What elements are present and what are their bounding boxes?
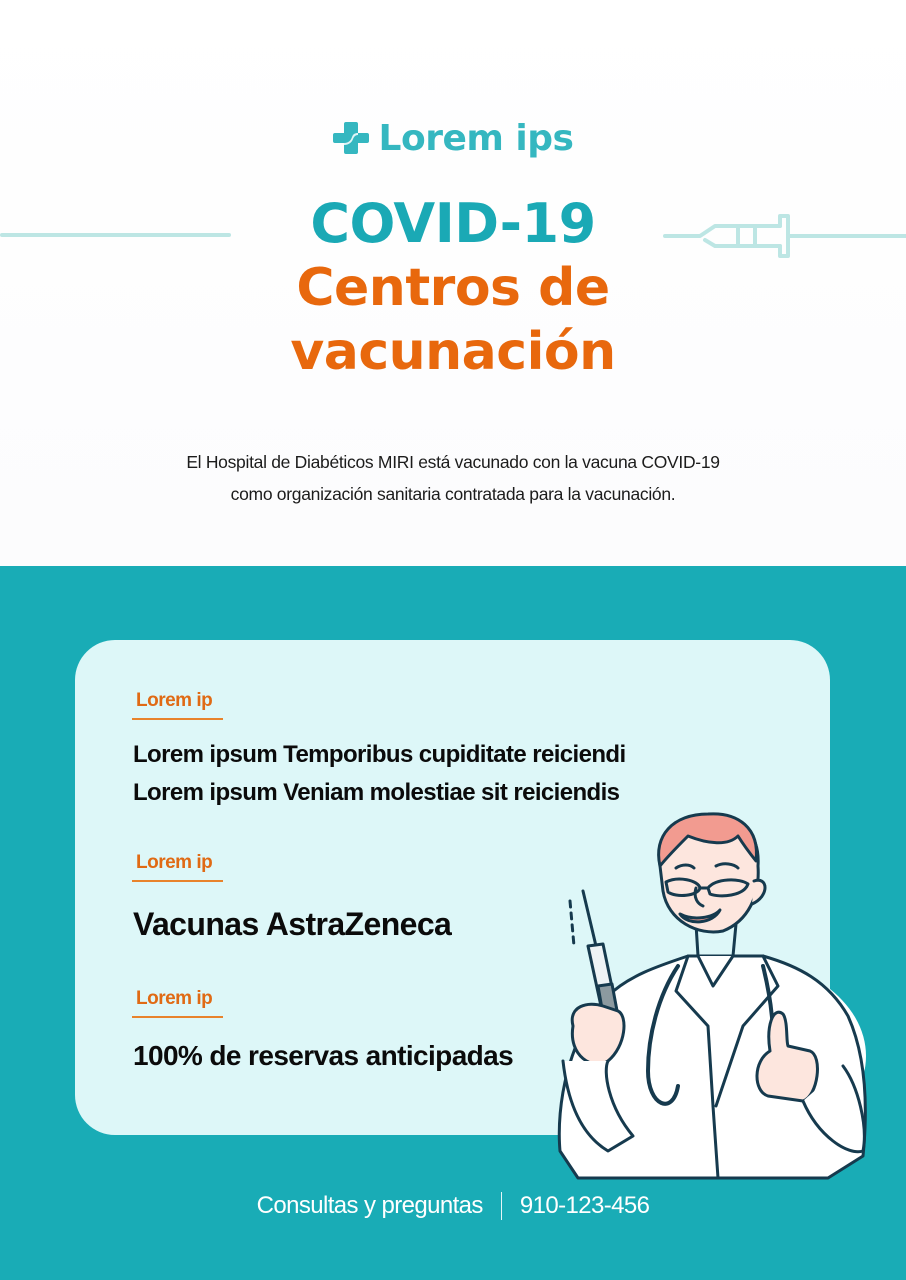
section-label: Lorem ip	[132, 986, 223, 1018]
section-label: Lorem ip	[132, 850, 223, 882]
phone-number[interactable]: 910-123-456	[519, 1192, 650, 1219]
title-vacunacion: vacunación	[290, 322, 616, 382]
section-label: Lorem ip	[132, 688, 223, 720]
page-title	[0, 192, 906, 384]
section-line: Lorem ipsum Veniam molestiae sit reiciendis	[133, 779, 620, 806]
logo	[0, 112, 906, 164]
intro-line-2: como organización sanitaria contratada para la vacunación.	[230, 484, 676, 504]
logo-text: Lorem ips	[378, 117, 574, 159]
medical-cross-icon	[333, 120, 369, 156]
section-line: Lorem ipsum Temporibus cupiditate reiciendi	[133, 741, 626, 768]
doctor-illustration	[548, 806, 878, 1180]
footer-contact	[0, 1188, 906, 1224]
section-text: 100% de reservas anticipadas	[133, 1040, 514, 1071]
title-covid: COVID-19	[310, 192, 596, 255]
footer-divider	[501, 1192, 502, 1220]
intro-text	[0, 446, 906, 510]
title-centros: Centros de	[296, 258, 610, 318]
intro-line-1: El Hospital de Diabéticos MIRI está vacunado con la vacuna COVID-19	[186, 452, 720, 472]
section-text: Vacunas AstraZeneca	[133, 906, 452, 942]
section-text	[133, 736, 626, 812]
contact-label: Consultas y preguntas	[256, 1192, 483, 1219]
